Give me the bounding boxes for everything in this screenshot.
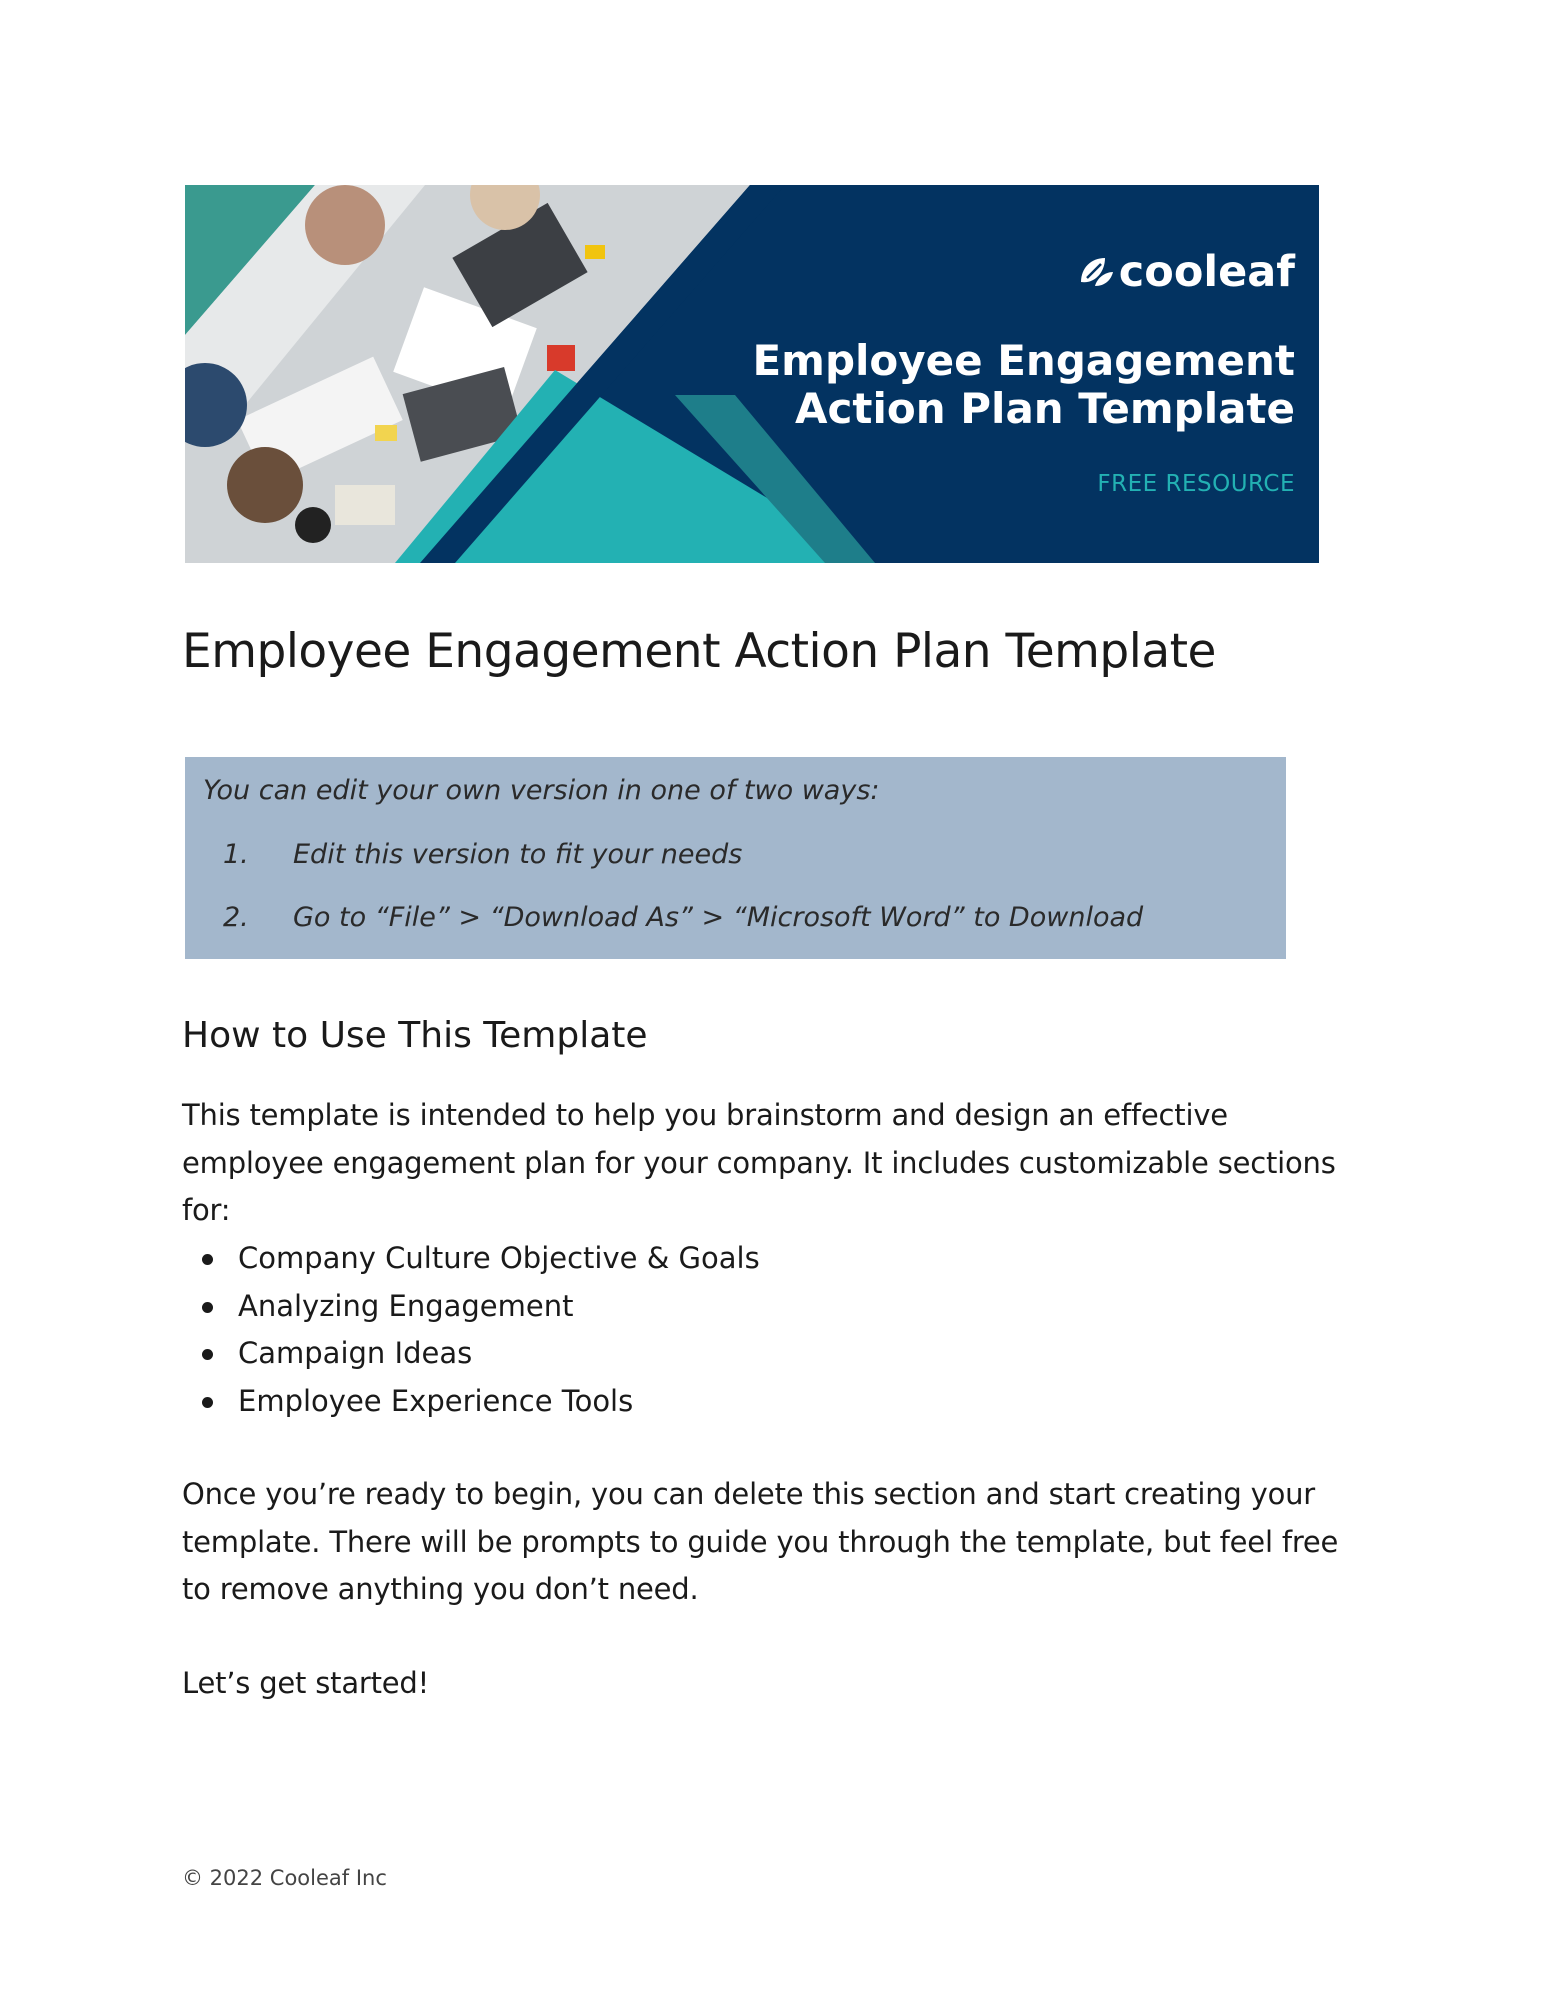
- edit-step: [223, 900, 1143, 963]
- free-resource-label: FREE RESOURCE: [1097, 471, 1295, 497]
- get-started-text: Let’s get started!: [182, 1666, 430, 1700]
- edit-step-text: Edit this version to fit your needs: [293, 839, 743, 870]
- edit-step-number: 2.: [223, 902, 249, 933]
- banner-title-line2: Action Plan Template: [795, 384, 1295, 433]
- list-item: [182, 1235, 760, 1283]
- list-item-text: Analyzing Engagement: [238, 1288, 574, 1323]
- edit-step-number: 1.: [223, 839, 249, 870]
- edit-steps-list: [223, 837, 1143, 963]
- edit-step-text: Go to “File” > “Download As” > “Microsoft Word” to Download: [293, 902, 1144, 933]
- list-item: [182, 1330, 760, 1378]
- banner-text: [735, 185, 1295, 563]
- bullet-icon: [202, 1302, 213, 1313]
- list-item-text: Campaign Ideas: [238, 1336, 473, 1370]
- list-item: [182, 1378, 760, 1426]
- bullet-icon: [202, 1254, 213, 1265]
- bullet-icon: [202, 1349, 213, 1360]
- leaf-icon: [1077, 254, 1115, 290]
- hero-banner: [185, 185, 1319, 563]
- section-heading: How to Use This Template: [182, 1015, 648, 1056]
- brand-name: cooleaf: [1118, 247, 1295, 297]
- copyright-footer: © 2022 Cooleaf Inc: [182, 1866, 387, 1890]
- banner-title-line1: Employee Engagement: [752, 336, 1295, 385]
- edit-step: [223, 837, 1143, 900]
- edit-instructions-intro: You can edit your own version in one of two ways:: [203, 775, 880, 806]
- list-item-text: Employee Experience Tools: [238, 1383, 634, 1418]
- intro-paragraph: This template is intended to help you brainstorm and design an effective employee engagement plan for your company. It includes customizable sections for:: [182, 1098, 1336, 1227]
- edit-instructions-box: [185, 757, 1286, 959]
- bullet-icon: [202, 1397, 213, 1408]
- banner-title: [752, 337, 1295, 433]
- page-title: Employee Engagement Action Plan Template: [182, 624, 1216, 679]
- sections-list: [182, 1235, 760, 1425]
- cooleaf-logo: [1077, 247, 1295, 297]
- list-item-text: Company Culture Objective & Goals: [238, 1241, 760, 1275]
- list-item: [182, 1283, 760, 1331]
- ready-paragraph: Once you’re ready to begin, you can delete this section and start creating your template. There will be prompts to guide you through the template, but feel free to remove anything you don’t need.: [182, 1477, 1339, 1606]
